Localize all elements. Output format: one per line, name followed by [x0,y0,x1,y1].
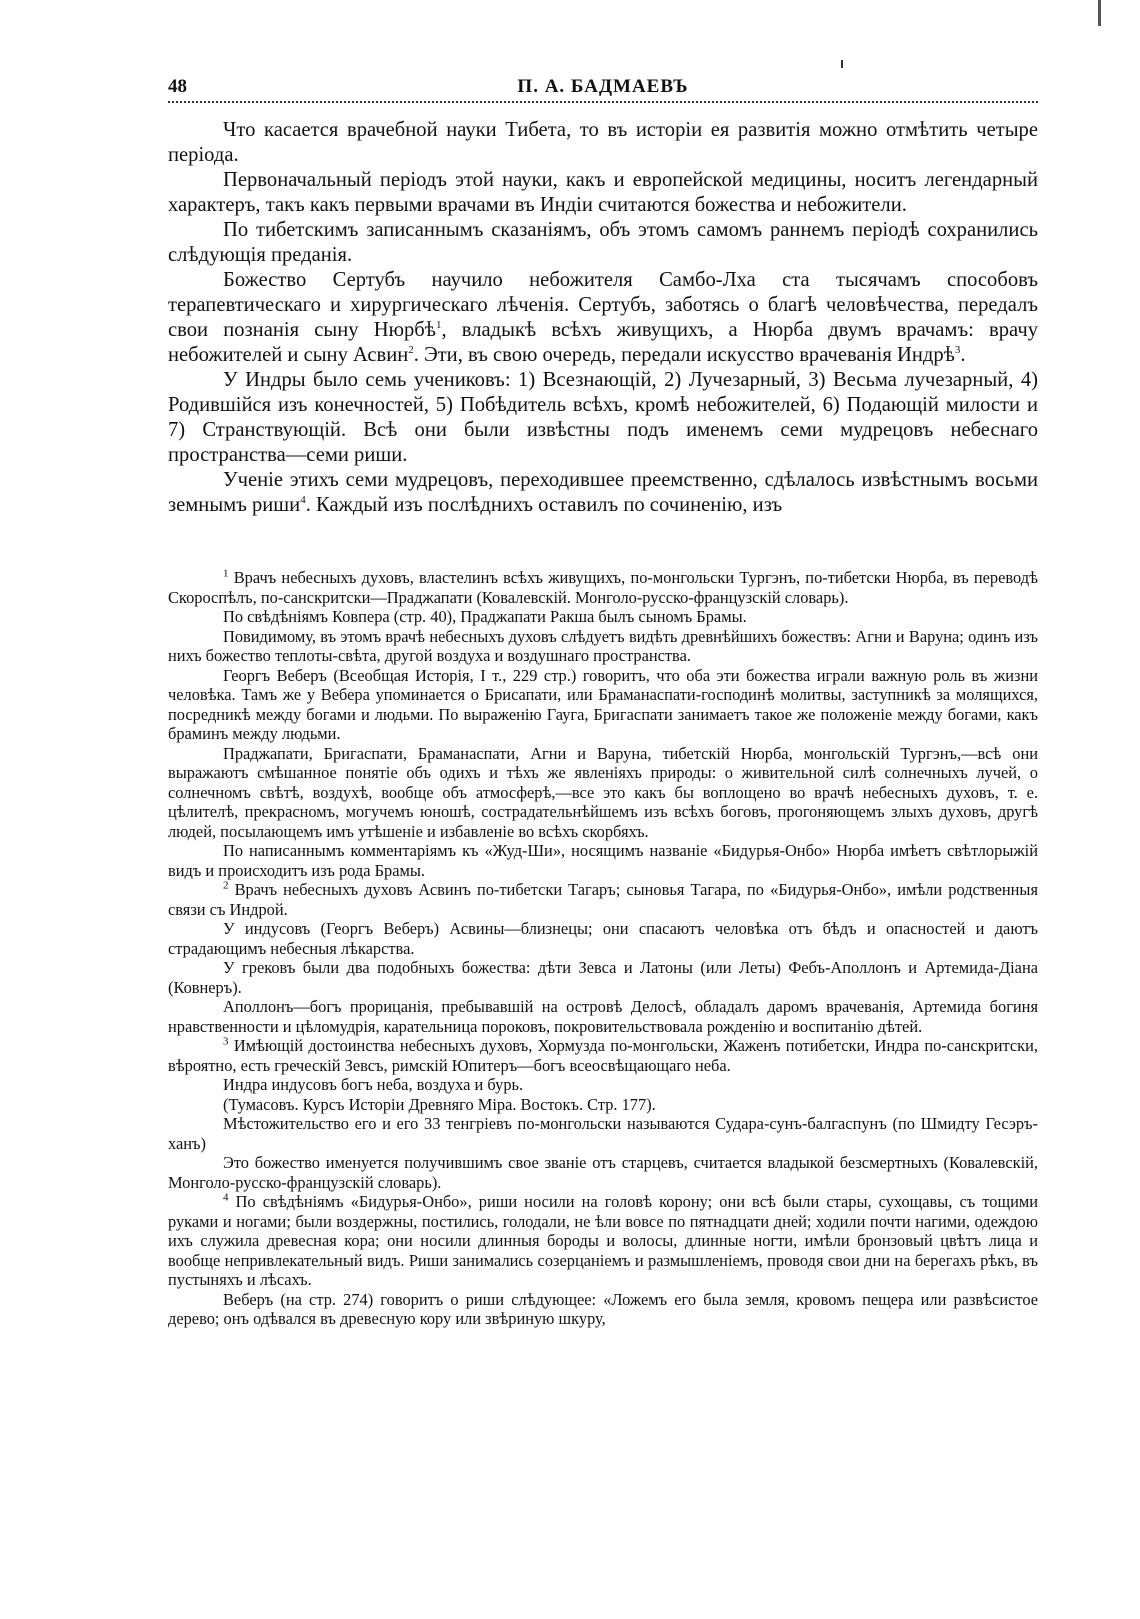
footnote-mark: 3 [223,1035,229,1048]
page-number: 48 [168,76,187,97]
paragraph: Божество Сертубъ научило небожителя Самбо-Лха ста тысячамъ способовъ терапевтическаго и хирургическаго лѣченія. Сертубъ, заботясь о благѣ человѣчества, передалъ свои познанія сыну Нюрбѣ$^1$, владыкѣ всѣхъ живущихъ, а Нюрба двумъ врачамъ: врачу небожителей и сыну Асвин$^2$. Эти, въ свою очередь, передали искусство врачеванія Индрѣ$^3$. [168,269,1039,366]
footnote: Аполлонъ—богъ прорицанія, пребывавшій на островѣ Делосѣ, обладалъ даромъ врачеванія, Артемида богиня нравственности и цѣломудрія, карательница пороковъ, покровительствовала рожденію и воспитанію дѣтей. [168,997,1038,1036]
footnote: Мѣстожительство его и его 33 тенгріевъ по-монгольски называются Судара-сунъ-балгаспунъ (по Шмидту Гесэръ-ханъ) [168,1114,1038,1153]
paragraph: Ученіе этихъ семи мудрецовъ, переходившее преемственно, сдѣлалось извѣстнымъ восьми земнымъ риши$^4$. Каждый изъ послѣднихъ оставилъ по сочиненію, изъ [168,469,1038,516]
footnote: Это божество именуется получившимъ свое званіе отъ старцевъ, считается владыкой безсмертныхъ (Ковалевскій, Монголо-русско-французскій словарь). [168,1153,1038,1192]
main-text [168,118,1038,518]
footnote: $^2$ Врачъ небесныхъ духовъ Асвинъ по-тибетски Тагаръ; сыновья Тагара, по «Бидурья-Онбо», имѣли родственныя связи съ Индрой. [168,879,1038,919]
footnote: Повидимому, въ этомъ врачѣ небесныхъ духовъ слѣдуетъ видѣть древнѣйшихъ божествъ: Агни и Варуна; одинъ изъ нихъ божество теплоты-свѣта, другой воздуха и воздушнаго пространства. [168,626,1038,665]
paragraph: Что касается врачебной науки Тибета, то въ исторіи ея развитія можно отмѣтить четыре періода. [168,119,1038,166]
footnote-mark: 1 [223,567,229,580]
footnotes [168,568,1038,1329]
footnote: По свѣдѣніямъ Ковпера (стр. 40), Праджапати Ракша былъ сыномъ Брамы. [223,607,747,626]
scan-speck [841,60,843,68]
running-title: П. А. БАДМАЕВЪ [517,76,689,97]
footnote: Георгъ Веберъ (Всеобщая Исторія, I т., 229 стр.) говоритъ, что оба эти божества играли важную роль въ жизни человѣка. Тамъ же у Вебера упоминается о Брисапати, или Браманаспати-господинѣ молитвы, заступникѣ за молящихся, посредникѣ между богами и людьми. По выраженію Гауга, Бригаспати занимаетъ такое же положеніе между богами, какъ браминъ между людьми. [168,665,1038,743]
footnote: У индусовъ (Георгъ Веберъ) Асвины—близнецы; они спасаютъ человѣка отъ бѣдъ и опасностей и даютъ страдающимъ небесныя лѣкарства. [168,919,1038,958]
header-rule [168,101,1038,103]
footnote-ref: 3 [954,344,961,357]
footnote-ref: 4 [300,494,306,507]
footnote: Индра индусовъ богъ неба, воздуха и бурь. [223,1075,524,1094]
footnote-mark: 2 [223,879,229,892]
scan-edge-mark [1098,0,1101,26]
footnote: У грековъ были два подобныхъ божества: дѣти Зевса и Латоны (или Леты) Фебъ-Аполлонъ и Артемида-Діана (Ковнеръ). [168,958,1038,997]
footnote-mark: 4 [223,1191,229,1204]
page-header [168,74,1038,102]
footnote: По написаннымъ комментаріямъ къ «Жуд-Ши», носящимъ названіе «Бидурья-Онбо» Нюрба имѣетъ свѣтлорыжій видъ и происходитъ изъ рода Брамы. [168,841,1038,880]
paragraph: У Индры было семь учениковъ: 1) Всезнающій, 2) Лучезарный, 3) Весьма лучезарный, 4) Родившійся изъ конечностей, 5) Побѣдитель всѣхъ, кромѣ небожителей, 6) Подающій милости и 7) Странствующій. Всѣ они были извѣстны подъ именемъ семи мудрецовъ небеснаго пространства—семи риши. [168,369,1038,466]
footnote: (Тумасовъ. Курсъ Исторіи Древняго Міра. Востокъ. Стр. 177). [223,1094,656,1114]
footnote-ref: 1 [435,319,442,332]
footnote: $^3$ Имѣющій достоинства небесныхъ духовъ, Хормузда по-монгольски, Жаженъ потибетски, Индра по-санскритски, вѣроятно, есть греческій Зевсъ, римскій Юпитеръ—богъ всеосвѣщающаго неба. [168,1035,1038,1075]
paragraph: По тибетскимъ записаннымъ сказаніямъ, объ этомъ самомъ раннемъ періодѣ сохранились слѣдующія преданія. [168,219,1038,266]
footnote: $^4$ По свѣдѣніямъ «Бидурья-Онбо», риши носили на головѣ корону; они всѣ были стары, сухощавы, съ тощими руками и ногами; были воздержны, постились, голодали, не ѣли вовсе по пятнадцати дней; ходили почти нагими, одеждою ихъ служила древесная кора; они носили длинныя бороды и волосы, длинные ногти, имѣли бронзовый цвѣтъ лица и вообще непривлекательный видъ. Риши занимались созерцаніемъ и размышленіемъ, проводя свои дни на берегахъ рѣкъ, въ пустыняхъ и лѣсахъ. [168,1191,1038,1289]
footnote: Веберъ (на стр. 274) говоритъ о риши слѣдующее: «Ложемъ его была земля, кровомъ пещера или развѣсистое дерево; онъ одѣвался въ древесную кору или звѣриную шкуру, [168,1289,1038,1328]
footnote: Праджапати, Бригаспати, Браманаспати, Агни и Варуна, тибетскій Нюрба, монгольскій Тургэнъ,—всѣ они выражаютъ смѣшанное понятіе объ одихъ и тѣхъ же явленіяхъ природы: о живительной силѣ солнечныхъ лучей, о солнечномъ свѣтѣ, воздухѣ, вообще объ атмосферѣ,—все это какъ бы воплощено во врачѣ небесныхъ духовъ, т. е. цѣлителѣ, прекрасномъ, могучемъ юношѣ, сострадательнѣйшемъ изъ всѣхъ боговъ, прогоняющемъ злыхъ духовъ, другѣ людей, посылающемъ имъ утѣшеніе и избавленіе во всѣхъ скорбяхъ. [168,743,1038,841]
footnote: $^1$ Врачъ небесныхъ духовъ, властелинъ всѣхъ живущихъ, по-монгольски Тургэнъ, по-тибетски Нюрба, въ переводѣ Скороспѣлъ, по-санскритски—Праджапати (Ковалевскій. Монголо-русско-французскій словарь). [168,567,1038,607]
footnote-ref: 2 [408,344,414,357]
paragraph: Первоначальный періодъ этой науки, какъ и европейской медицины, носитъ легендарный характеръ, такъ какъ первыми врачами въ Индіи считаются божества и небожители. [168,169,1038,216]
